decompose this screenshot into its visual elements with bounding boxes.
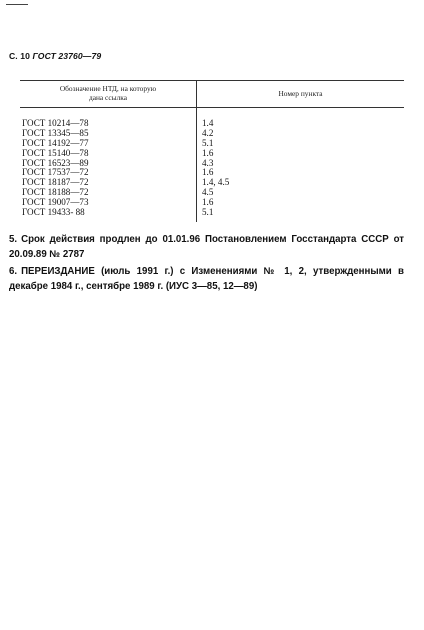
table-top-rule xyxy=(20,80,404,81)
column-header-document xyxy=(20,84,196,102)
table-row-doc: ГОСТ 13345—85 xyxy=(22,127,89,138)
table-row-item: 1.6 xyxy=(202,147,214,158)
table-row-doc: ГОСТ 19433- 88 xyxy=(22,207,85,218)
table-row-item: 1.6 xyxy=(202,197,214,208)
table-column-divider xyxy=(196,80,197,222)
standard-designation: ГОСТ 23760—79 xyxy=(32,51,102,61)
table-row-item: 1.6 xyxy=(202,167,214,178)
page-header xyxy=(9,51,101,61)
table-row-doc: ГОСТ 19007—73 xyxy=(22,197,89,208)
table-header-rule xyxy=(20,107,404,108)
reference-table xyxy=(20,80,404,222)
top-edge-rule xyxy=(6,4,28,5)
page-number: С. 10 xyxy=(9,51,31,61)
paragraph-6-number: 6. xyxy=(9,266,18,277)
paragraph-5 xyxy=(9,233,404,262)
table-row-item: 4.3 xyxy=(202,157,214,168)
paragraph-6 xyxy=(9,265,404,294)
table-row-doc: ГОСТ 14192—77 xyxy=(22,137,89,148)
table-row-doc: ГОСТ 17537—72 xyxy=(22,167,89,178)
table-row-item: 1.4, 4.5 xyxy=(202,177,230,188)
table-row-item: 5.1 xyxy=(202,137,214,148)
table-row-doc: ГОСТ 16523—89 xyxy=(22,157,89,168)
table-row-doc: ГОСТ 10214—78 xyxy=(22,118,89,128)
column-header-document-line1: Обозначение НТД, на которую xyxy=(59,84,157,93)
column-header-document-line2: дана ссылка xyxy=(88,93,128,102)
table-row-doc: ГОСТ 18187—72 xyxy=(22,177,89,188)
paragraph-6-text: ПЕРЕИЗДАНИЕ (июль 1991 г.) с Изменениями № 1, 2, утвержденными в декабре 1984 г., сентябре 1989 г. (ИУС 3—85, 12—89) xyxy=(9,266,404,292)
table-row-item: 1.4 xyxy=(202,118,214,128)
item-column xyxy=(202,119,322,218)
table-row-item: 4.5 xyxy=(202,187,214,198)
column-header-item: Номер пункта xyxy=(278,89,323,98)
paragraph-5-text: Срок действия продлен до 01.01.96 Постановлением Госстандарта СССР от 20.09.89 № 2787 xyxy=(9,234,404,260)
document-column xyxy=(22,119,182,218)
paragraph-5-number: 5. xyxy=(9,234,18,245)
table-row-item: 4.2 xyxy=(202,127,214,138)
table-row-doc: ГОСТ 15140—78 xyxy=(22,147,89,158)
table-row-item: 5.1 xyxy=(202,207,214,218)
table-row-doc: ГОСТ 18188—72 xyxy=(22,187,89,198)
